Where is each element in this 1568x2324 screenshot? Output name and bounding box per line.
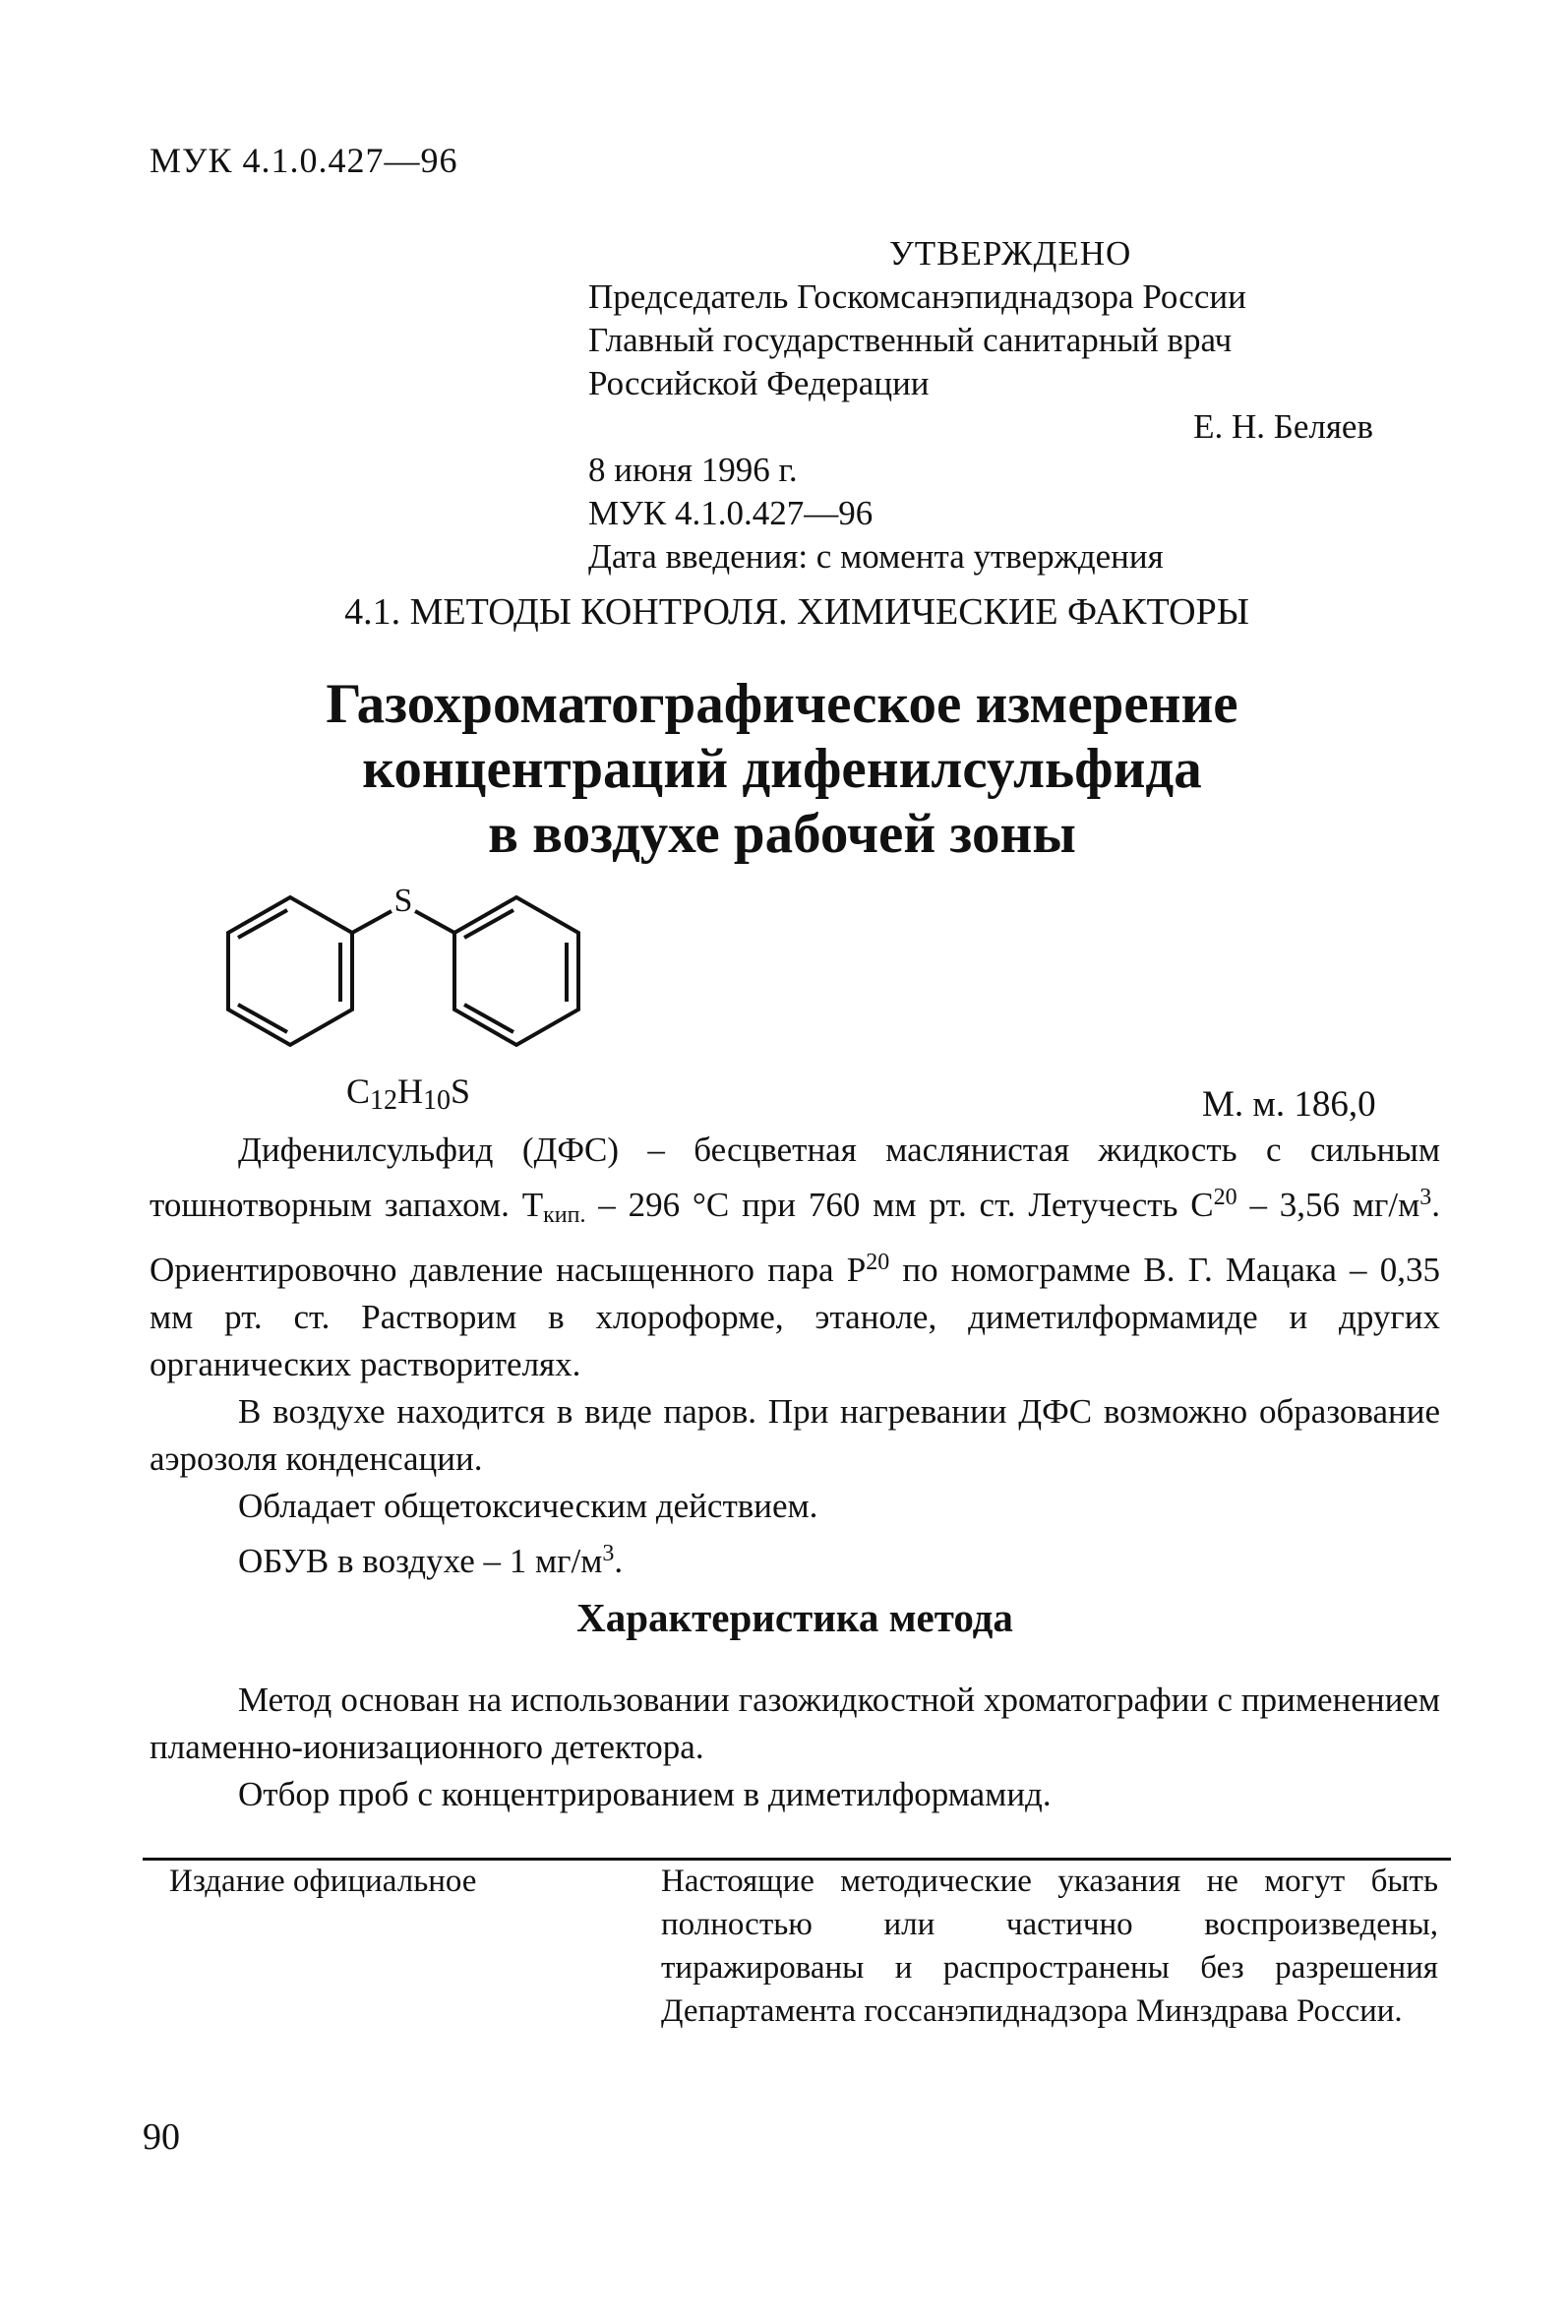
formula-carbon: C (346, 1071, 371, 1111)
title-line-1: Газохроматографическое измерение (326, 673, 1238, 735)
left-sulfur-bond (352, 911, 392, 933)
right-sulfur-bond (415, 911, 454, 933)
title-line-3: в воздухе рабочей зоны (488, 803, 1076, 865)
sulfur-atom-label: S (393, 883, 413, 919)
formula-sulfur: S (451, 1071, 471, 1111)
molar-mass: М. м. 186,0 (1202, 1084, 1376, 1125)
official-edition-label: Издание официальное (169, 1864, 477, 1899)
diphenyl-sulfide-structure (216, 876, 590, 1082)
page-number: 90 (143, 2116, 180, 2158)
title-line-2: концентраций дифенилсульфида (362, 738, 1202, 800)
formula-hydrogen: H (397, 1071, 424, 1111)
molecular-formula (346, 1070, 470, 1117)
approval-block (588, 232, 1375, 579)
method-paragraph-1: Метод основан на использовании газожидкостной хроматографии с применением пламенно-ионизационного детектора. (150, 1681, 1440, 1766)
boiling-point-subscript: кип. (543, 1202, 586, 1228)
method-paragraph-2: Отбор проб с концентрированием в диметилформамид. (238, 1775, 1052, 1813)
approval-doctor-line: Главный государственный санитарный врач (588, 321, 1233, 359)
document-title (138, 672, 1426, 867)
approval-federation-line: Российской Федерации (588, 364, 930, 402)
method-text (150, 1677, 1440, 1818)
approval-chairman-line: Председатель Госкомсанэпиднадзора России (588, 277, 1246, 316)
body-text (150, 1127, 1440, 1585)
formula-hydrogen-count: 10 (423, 1085, 452, 1116)
description-paragraph: Дифенилсульфид (ДФС) – бесцветная маслянистая жидкость с сильным тошнотворным запахом. $Т_{кип.} - 296$ °С при 760 мм рт. ст. Летучесть $С^{20} - 3,56$ $мг/м^3$. Ориентировочно давление насыщенного пара $Р^{20}$ по номограмме В. Г. Мацака – 0,35 мм рт. ст. Растворим в хлороформе, этаноле, диметилформамиде и других органических растворителях. (150, 1131, 1440, 1383)
approval-signatory: Е. Н. Беляев (1193, 407, 1373, 446)
section-heading: 4.1. МЕТОДЫ КОНТРОЛЯ. ХИМИЧЕСКИЕ ФАКТОРЫ (344, 591, 1249, 633)
left-benzene-ring (228, 897, 352, 1045)
right-benzene-ring (454, 897, 578, 1045)
approval-effective-date: Дата введения: с момента утверждения (588, 537, 1164, 576)
approval-code: МУК 4.1.0.427—96 (588, 494, 874, 532)
vapor-paragraph: В воздухе находится в виде паров. При нагревании ДФС возможно образование аэрозоля конденсации. (150, 1392, 1440, 1478)
document-code-header: МУК 4.1.0.427—96 (150, 141, 458, 180)
toxicity-paragraph: Обладает общетоксическим действием. (238, 1487, 818, 1525)
reproduction-notice: Настоящие методические указания не могут быть полностью или частично воспроизведены, тиражированы и распространены без разрешения Департамента госсанэпиднадзора Минздрава России. (661, 1864, 1438, 2029)
obuv-paragraph: ОБУВ в воздухе – 1 $мг/м^3$. (238, 1541, 624, 1580)
approval-title: УТВЕРЖДЕНО (889, 234, 1132, 273)
method-heading: Характеристика метода (576, 1595, 1013, 1640)
formula-carbon-count: 12 (370, 1085, 398, 1116)
approval-date: 8 июня 1996 г. (588, 451, 798, 489)
